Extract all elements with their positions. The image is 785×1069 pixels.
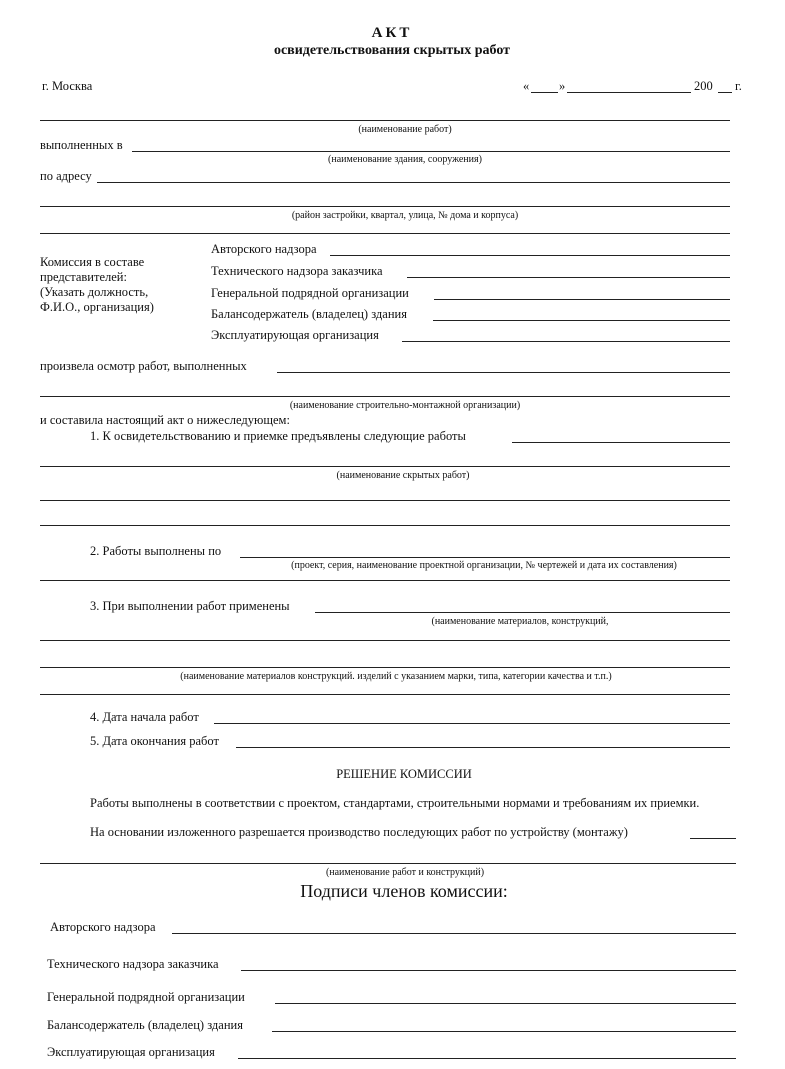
- member-field-customer-supervision[interactable]: [407, 277, 730, 278]
- district-extra-field[interactable]: [40, 233, 730, 234]
- document-subtitle: освидетельствования скрытых работ: [273, 43, 511, 58]
- materials-extra-field-2[interactable]: [40, 667, 730, 668]
- member-field-author-supervision[interactable]: [330, 255, 730, 256]
- hidden-works-extra-field-1[interactable]: [40, 500, 730, 501]
- caption-materials: (наименование материалов, конструкций,: [431, 616, 609, 627]
- caption-district: (район застройки, квартал, улица, № дома и корпуса): [291, 210, 519, 221]
- contractor-field[interactable]: [277, 372, 730, 373]
- project-extra-field[interactable]: [40, 580, 730, 581]
- year-suffix: г.: [735, 79, 742, 93]
- caption-contractor: (наименование строительно-монтажной организации): [289, 400, 521, 411]
- hidden-works-extra-field-2[interactable]: [40, 525, 730, 526]
- works-constructions-field[interactable]: [40, 863, 736, 864]
- caption-project: (проект, серия, наименование проектной организации, № чертежей и дата их составления): [291, 560, 677, 571]
- item3-label: 3. При выполнении работ применены: [90, 599, 290, 613]
- member-label-building-owner: Балансодержатель (владелец) здания: [211, 307, 407, 321]
- commission-label-line: Комиссия в составе: [40, 255, 145, 269]
- district-field[interactable]: [40, 206, 730, 207]
- contractor-extra-field[interactable]: [40, 396, 730, 397]
- address-field[interactable]: [97, 182, 730, 183]
- member-field-building-owner[interactable]: [433, 320, 730, 321]
- signatures-heading: Подписи членов комиссии:: [300, 881, 508, 901]
- sign-label-author-supervision: Авторского надзора: [50, 920, 156, 934]
- commission-label-line: Ф.И.О., организация): [40, 300, 154, 314]
- commission-label-line: (Указать должность,: [40, 285, 149, 299]
- item1-field[interactable]: [512, 442, 730, 443]
- caption-works-constructions: (наименование работ и конструкций): [325, 867, 485, 878]
- caption-hidden-works: (наименование скрытых работ): [336, 470, 470, 481]
- date-close-quote: »: [559, 79, 566, 93]
- commission-label-line: представителей:: [40, 270, 127, 284]
- decision-para2: На основании изложенного разрешается производство последующих работ по устройству (монтажу): [90, 825, 628, 839]
- sign-field-building-owner[interactable]: [272, 1031, 736, 1032]
- commission-label: [40, 255, 154, 315]
- sign-label-operating-org: Эксплуатирующая организация: [47, 1045, 215, 1059]
- item4-label: 4. Дата начала работ: [90, 710, 199, 724]
- hidden-works-field[interactable]: [40, 466, 730, 467]
- decision-heading: РЕШЕНИЕ КОМИССИИ: [336, 767, 472, 781]
- next-works-field[interactable]: [690, 838, 736, 839]
- caption-materials-full: (наименование материалов конструкций. изделий с указанием марки, типа, категории качества и т.п.): [180, 671, 612, 682]
- work-name-field[interactable]: [40, 120, 730, 121]
- item2-field[interactable]: [240, 557, 730, 558]
- date-year-field[interactable]: [718, 92, 732, 93]
- sign-label-customer-supervision: Технического надзора заказчика: [47, 957, 219, 971]
- item1-label: 1. К освидетельствованию и приемке предъявлены следующие работы: [90, 429, 466, 443]
- materials-extra-field-1[interactable]: [40, 640, 730, 641]
- sign-field-customer-supervision[interactable]: [241, 970, 736, 971]
- member-label-general-contractor: Генеральной подрядной организации: [211, 286, 409, 300]
- item3-field[interactable]: [315, 612, 730, 613]
- date-day-field[interactable]: [531, 92, 558, 93]
- sign-field-operating-org[interactable]: [238, 1058, 736, 1059]
- date-open-quote: «: [523, 79, 530, 93]
- start-date-field[interactable]: [214, 723, 730, 724]
- caption-work-name: (наименование работ): [358, 124, 452, 135]
- materials-extra-field-3[interactable]: [40, 694, 730, 695]
- sign-field-author-supervision[interactable]: [172, 933, 736, 934]
- member-label-author-supervision: Авторского надзора: [211, 242, 317, 256]
- item2-label: 2. Работы выполнены по: [90, 544, 222, 558]
- date-month-field[interactable]: [567, 92, 691, 93]
- performed-in-label: выполненных в: [40, 138, 123, 152]
- compiled-label: и составила настоящий акт о нижеследующем:: [40, 413, 290, 427]
- year-prefix: 200: [694, 79, 713, 93]
- sign-label-building-owner: Балансодержатель (владелец) здания: [47, 1018, 243, 1032]
- member-label-operating-org: Эксплуатирующая организация: [211, 328, 379, 342]
- sign-field-general-contractor[interactable]: [275, 1003, 736, 1004]
- member-field-operating-org[interactable]: [402, 341, 730, 342]
- address-label: по адресу: [40, 169, 92, 183]
- item5-label: 5. Дата окончания работ: [90, 734, 219, 748]
- sign-label-general-contractor: Генеральной подрядной организации: [47, 990, 245, 1004]
- decision-para1: Работы выполнены в соответствии с проектом, стандартами, строительными нормами и требованиям их приемки.: [90, 796, 700, 810]
- end-date-field[interactable]: [236, 747, 730, 748]
- caption-building: (наименование здания, сооружения): [328, 154, 482, 165]
- document-title: АКТ: [371, 25, 413, 41]
- member-label-customer-supervision: Технического надзора заказчика: [211, 264, 383, 278]
- inspected-label: произвела осмотр работ, выполненных: [40, 359, 247, 373]
- building-field[interactable]: [132, 151, 730, 152]
- member-field-general-contractor[interactable]: [434, 299, 730, 300]
- city-label: г. Москва: [42, 79, 93, 93]
